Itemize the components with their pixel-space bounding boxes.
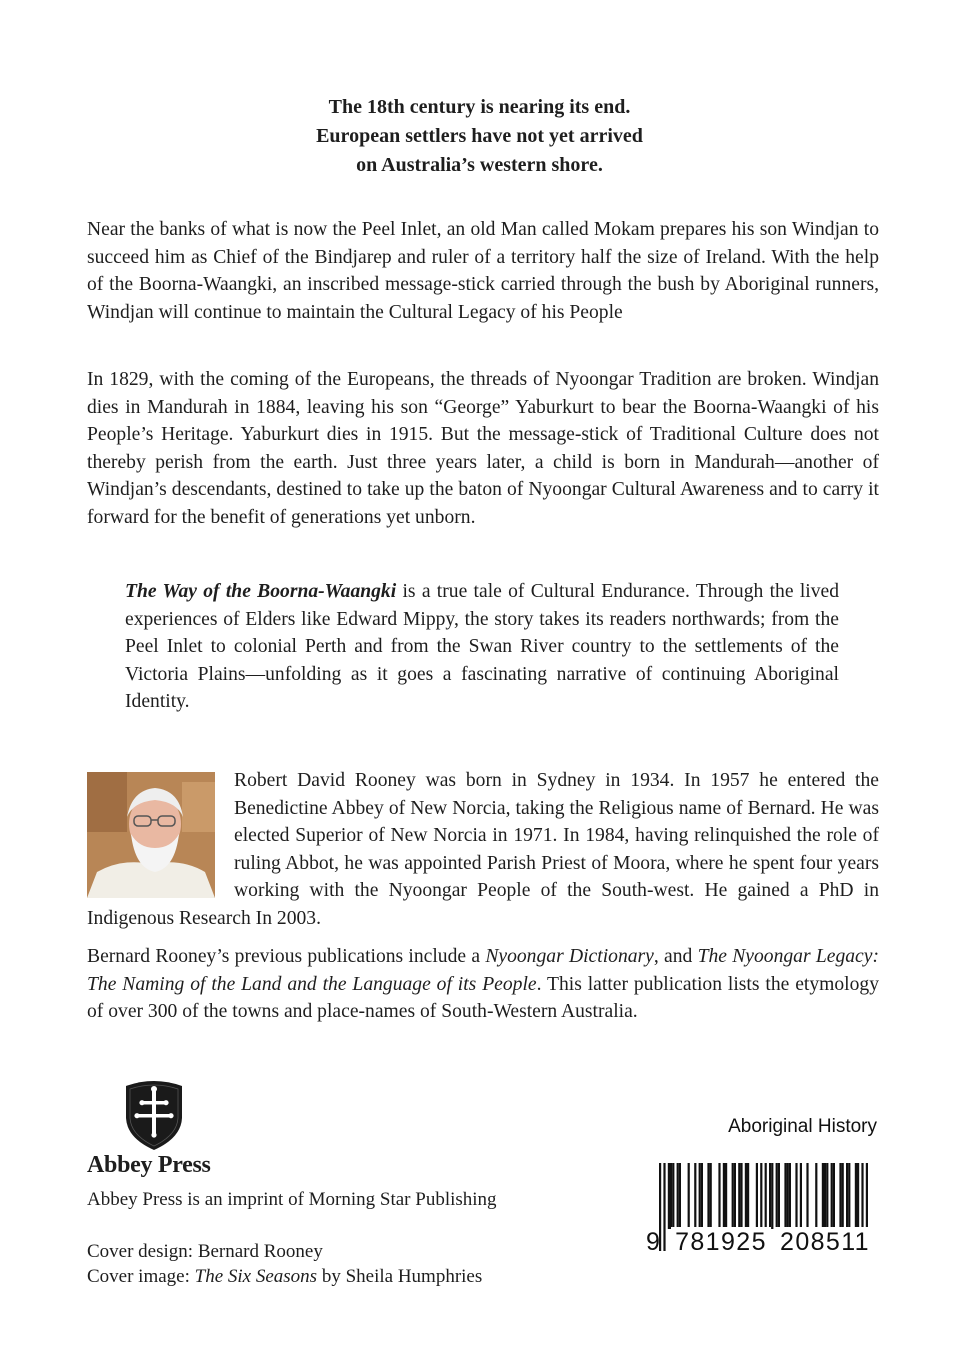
barcode-bar bbox=[855, 1163, 857, 1229]
author-photo bbox=[87, 772, 215, 898]
previous-publications bbox=[87, 943, 879, 1026]
intro-line-2: European settlers have not yet arrived bbox=[316, 125, 643, 147]
publisher-name: Abbey Press bbox=[87, 1152, 211, 1178]
barcode-bar bbox=[795, 1163, 797, 1229]
synopsis-paragraph-2: In 1829, with the coming of the Europeans, the threads of Nyoongar Tradition are broken. Windjan dies in Mandurah in 1884, leaving his son “George” Yaburkurt to bear the Boorna-Waangki of his People’s Heritage. Yaburkurt dies in 1915. But the message-stick of Traditional Culture does not thereby perish from the earth. Just three years later, a child is born in Mandurah—another of Windjan’s descendants, destined to take up the baton of Nyoongar Cultural Awareness and to carry it forward for the benefit of generations yet unborn. bbox=[87, 369, 879, 528]
barcode-bar bbox=[688, 1163, 690, 1229]
barcode-bar bbox=[745, 1163, 747, 1229]
barcode-bar bbox=[710, 1163, 712, 1229]
barcode-bar bbox=[694, 1163, 696, 1229]
barcode-right-digits: 208511 bbox=[775, 1227, 875, 1257]
barcode-bar bbox=[784, 1163, 786, 1229]
barcode-bar bbox=[842, 1163, 844, 1229]
barcode-left-digits: 781925 bbox=[671, 1227, 771, 1257]
barcode-bar bbox=[747, 1163, 749, 1229]
barcode-bar bbox=[806, 1163, 808, 1229]
barcode-bar bbox=[701, 1163, 703, 1229]
barcode-bar bbox=[848, 1163, 850, 1229]
publications-middle: , and bbox=[653, 946, 698, 967]
author-portrait-icon bbox=[87, 772, 215, 898]
barcode-bar bbox=[677, 1163, 679, 1229]
barcode-bar bbox=[833, 1163, 835, 1229]
barcode-bar bbox=[725, 1163, 727, 1229]
cover-image-artist: by Sheila Humphries bbox=[317, 1266, 483, 1287]
barcode-bar bbox=[668, 1163, 670, 1229]
abbey-press-logo-icon bbox=[121, 1076, 187, 1152]
cover-image-credit bbox=[87, 1264, 482, 1289]
barcode-bar bbox=[723, 1163, 725, 1229]
barcode-bar bbox=[822, 1163, 824, 1229]
imprint-line: Abbey Press is an imprint of Morning Star Publishing bbox=[87, 1189, 497, 1210]
barcode-bar bbox=[826, 1163, 828, 1229]
cover-design-credit: Cover design: Bernard Rooney bbox=[87, 1241, 323, 1262]
barcode-bar bbox=[839, 1163, 841, 1229]
barcode-bar bbox=[672, 1163, 674, 1229]
barcode-bar bbox=[857, 1163, 859, 1229]
barcode-bar bbox=[756, 1163, 758, 1229]
cover-image-title: The Six Seasons bbox=[194, 1266, 318, 1287]
barcode-bar bbox=[670, 1163, 672, 1229]
intro-heading bbox=[0, 93, 959, 180]
barcode-bar bbox=[769, 1163, 771, 1229]
synopsis-paragraph-3 bbox=[125, 578, 839, 716]
category-label: Aboriginal History bbox=[728, 1116, 877, 1137]
author-bio-block bbox=[87, 767, 879, 933]
publications-outro: . This latter publication lists the etymology of over 300 of the towns and place-names of South-Western Australia. bbox=[87, 973, 879, 1023]
intro-line-1: The 18th century is nearing its end. bbox=[328, 96, 631, 118]
barcode-bar bbox=[699, 1163, 701, 1229]
barcode-bar bbox=[732, 1163, 734, 1229]
synopsis-paragraph-1: Near the banks of what is now the Peel Inlet, an old Man called Mokam prepares his son Windjan to succeed him as Chief of the Bindjarep and ruler of a territory half the size of Ireland. With the help of the Boorna-Waangki, an inscribed message-stick carried through the bush by Aboriginal runners, Windjan will continue to maintain the Cultural Legacy of his People bbox=[87, 219, 879, 323]
barcode-bar bbox=[778, 1163, 780, 1229]
barcode-bar bbox=[824, 1163, 826, 1229]
intro-line-3: on Australia’s western shore. bbox=[356, 154, 603, 176]
barcode-bar bbox=[740, 1163, 742, 1229]
synopsis-paragraph-3-text: is a true tale of Cultural Endurance. Through the lived experiences of Elders like Edward Mippy, the story takes its readers northwards; from the Peel Inlet to colonial Perth and from the Swan River country to the settlements of the Victoria Plains—unfolding as it goes a fascinating narrative of continuing Aboriginal Identity. bbox=[125, 581, 839, 713]
author-bio-text: Robert David Rooney was born in Sydney in 1934. In 1957 he entered the Benedictine Abbey of New Norcia, taking the Religious name of Bernard. He was elected Superior of New Norcia in 1971. In 1984, having relinquished the role of ruling Abbot, he was appointed Parish Priest of Moora, where he spent four years working with the Nyoongar People of the South-west. He gained a PhD in Indigenous Research In 2003. bbox=[87, 770, 879, 929]
barcode-bar bbox=[815, 1163, 817, 1229]
cover-image-label: Cover image: bbox=[87, 1266, 195, 1287]
publication-title-2: The Nyoongar Legacy: The Naming of the Land and the Language of its People bbox=[87, 946, 879, 995]
barcode-bar bbox=[738, 1163, 740, 1229]
barcode-bar bbox=[831, 1163, 833, 1229]
credits bbox=[87, 1239, 482, 1289]
publications-intro: Bernard Rooney’s previous publications include a bbox=[87, 946, 486, 967]
publication-title-1: Nyoongar Dictionary bbox=[485, 946, 654, 967]
barcode-first-digit: 9 bbox=[646, 1228, 660, 1256]
barcode-bar bbox=[787, 1163, 789, 1229]
barcode-bar bbox=[718, 1163, 720, 1229]
barcode-bar bbox=[679, 1163, 681, 1229]
book-title: The Way of the Boorna-Waangki bbox=[125, 581, 397, 602]
barcode-bar bbox=[846, 1163, 848, 1229]
barcode-bar bbox=[734, 1163, 736, 1229]
barcode-bar bbox=[800, 1163, 802, 1229]
barcode-bar bbox=[776, 1163, 778, 1229]
barcode-bar bbox=[707, 1163, 709, 1229]
barcode-bar bbox=[789, 1163, 791, 1229]
barcode-digits bbox=[646, 1227, 879, 1261]
barcode-bar bbox=[771, 1163, 773, 1229]
